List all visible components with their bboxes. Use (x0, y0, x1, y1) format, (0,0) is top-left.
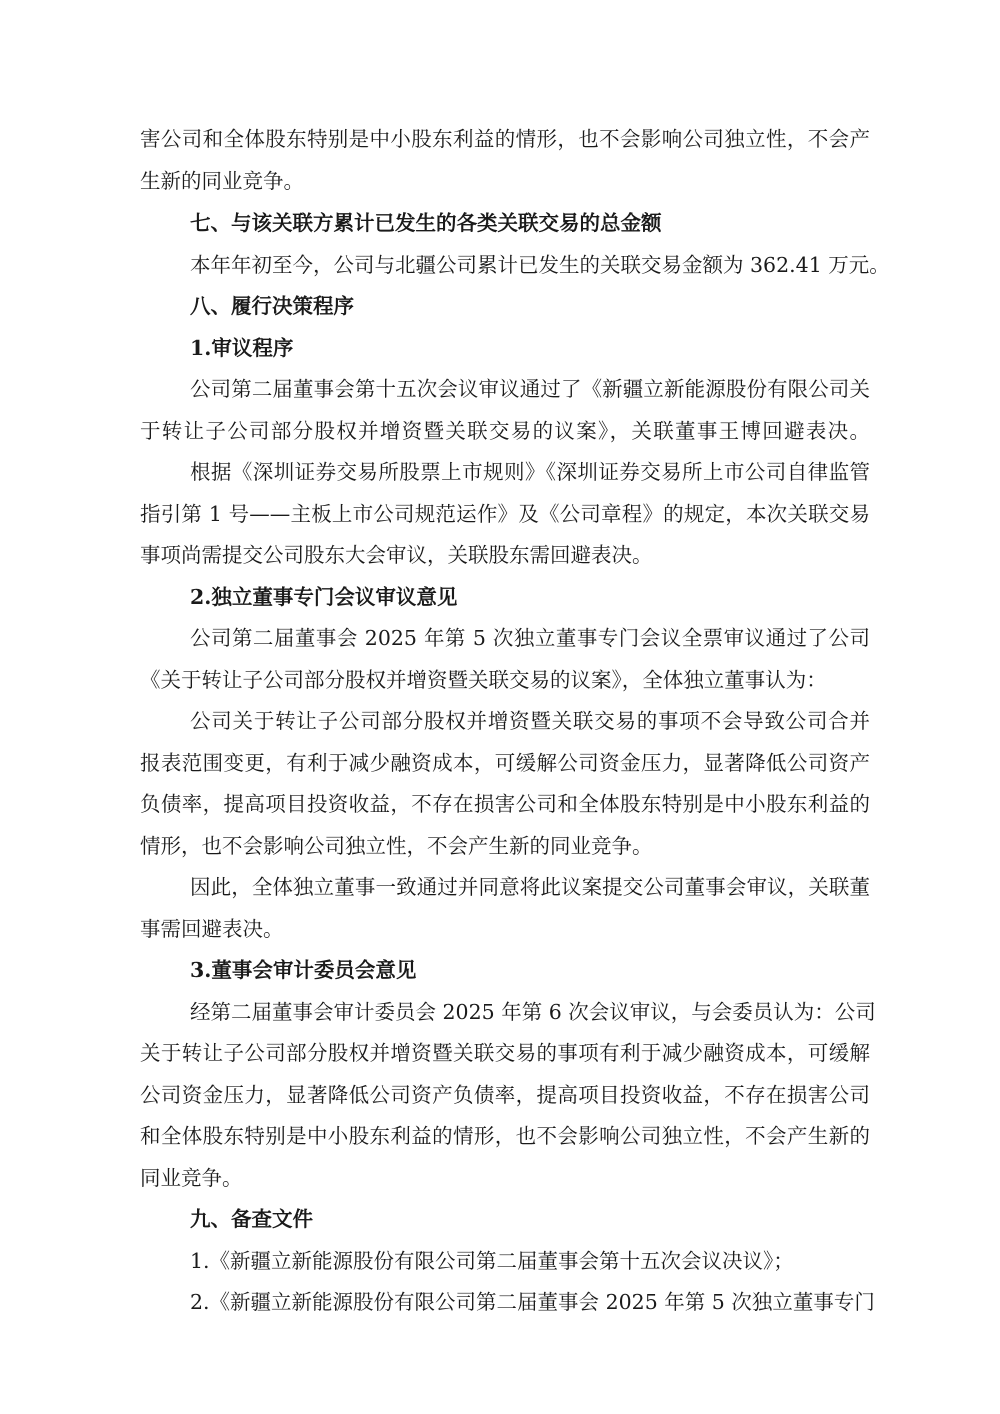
paragraph-line: 《关于转让子公司部分股权并增资暨关联交易的议案》，全体独立董事认为： (140, 668, 827, 692)
paragraph-line: 害公司和全体股东特别是中小股东利益的情形，也不会影响公司独立性，不会产 (140, 127, 870, 151)
paragraph-line: 负债率，提高项目投资收益，不存在损害公司和全体股东特别是中小股东利益的 (140, 792, 870, 816)
paragraph-line: 本年年初至今，公司与北疆公司累计已发生的关联交易金额为 362.41 万元。 (190, 253, 890, 277)
paragraph-line: 情形，也不会影响公司独立性，不会产生新的同业竞争。 (140, 834, 653, 858)
paragraph-line: 生新的同业竞争。 (140, 169, 304, 193)
paragraph-line: 因此，全体独立董事一致通过并同意将此议案提交公司董事会审议，关联董 (190, 875, 870, 899)
paragraph-line: 于转让子公司部分股权并增资暨关联交易的议案》，关联董事王博回避表决。 (140, 419, 870, 443)
subsection-heading-2: 2.独立董事专门会议审议意见 (190, 585, 458, 609)
paragraph-line: 指引第 1 号——主板上市公司规范运作》及《公司章程》的规定，本次关联交易 (140, 502, 870, 526)
section-heading-9: 九、备查文件 (190, 1207, 313, 1231)
paragraph-line: 公司资金压力，显著降低公司资产负债率，提高项目投资收益，不存在损害公司 (140, 1083, 870, 1107)
paragraph-line: 经第二届董事会审计委员会 2025 年第 6 次会议审议，与会委员认为：公司 (190, 1000, 876, 1024)
paragraph-line: 公司关于转让子公司部分股权并增资暨关联交易的事项不会导致公司合并 (190, 709, 870, 733)
paragraph-line: 关于转让子公司部分股权并增资暨关联交易的事项有利于减少融资成本，可缓解 (140, 1041, 870, 1065)
section-heading-7: 七、与该关联方累计已发生的各类关联交易的总金额 (190, 211, 662, 235)
reference-item-2: 2.《新疆立新能源股份有限公司第二届董事会 2025 年第 5 次独立董事专门 (190, 1290, 875, 1314)
paragraph-line: 同业竞争。 (140, 1166, 243, 1190)
paragraph-line: 和全体股东特别是中小股东利益的情形，也不会影响公司独立性，不会产生新的 (140, 1124, 870, 1148)
paragraph-line: 事需回避表决。 (140, 917, 284, 941)
paragraph-line: 公司第二届董事会第十五次会议审议通过了《新疆立新能源股份有限公司关 (190, 377, 870, 401)
reference-item-1: 1.《新疆立新能源股份有限公司第二届董事会第十五次会议决议》； (190, 1249, 794, 1273)
paragraph-line: 公司第二届董事会 2025 年第 5 次独立董事专门会议全票审议通过了公司 (190, 626, 870, 650)
section-heading-8: 八、履行决策程序 (190, 294, 354, 318)
subsection-heading-3: 3.董事会审计委员会意见 (190, 958, 417, 982)
paragraph-line: 事项尚需提交公司股东大会审议，关联股东需回避表决。 (140, 543, 653, 567)
paragraph-line: 报表范围变更，有利于减少融资成本，可缓解公司资金压力，显著降低公司资产 (140, 751, 870, 775)
paragraph-line: 根据《深圳证券交易所股票上市规则》《深圳证券交易所上市公司自律监管 (190, 460, 870, 484)
subsection-heading-1: 1.审议程序 (190, 336, 294, 360)
